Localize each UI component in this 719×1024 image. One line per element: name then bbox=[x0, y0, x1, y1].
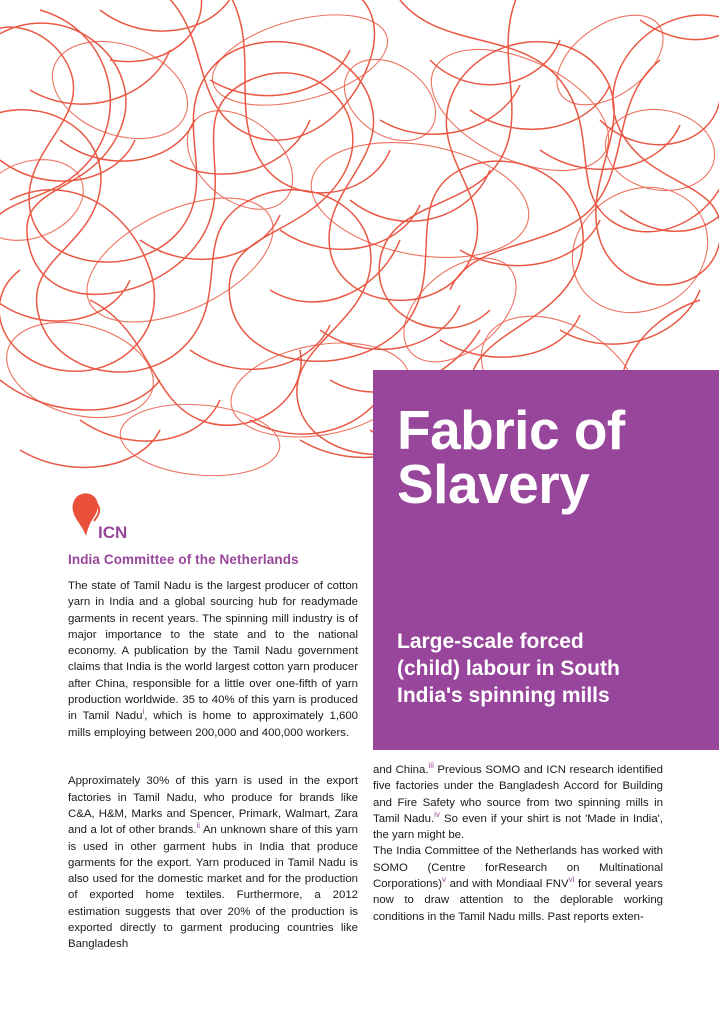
footnote-marker-iii: iii bbox=[428, 761, 434, 771]
para1-text-a: The state of Tamil Nadu is the largest producer of cotton yarn in India and a global sourcing hub for readymade garments in recent years. The spinning mill industry is of major importance to the state and to the national economy. A publication by the Tamil Nadu government claims that India is the world largest cotton yarn producer after China, responsible for a little over one-fifth of yarn production worldwide. 35 to 40% of this yarn is produced in Tamil Nadu bbox=[68, 580, 358, 723]
title-line-2: Slavery bbox=[397, 452, 590, 515]
para4-text-c: for several years now to draw attention to the deplorable working conditions in the Tamil Nadu mills. Past reports exten- bbox=[373, 878, 663, 923]
publisher-block bbox=[68, 492, 358, 567]
footnote-marker-i: i bbox=[142, 707, 145, 717]
para3-text-a: and China. bbox=[373, 764, 429, 776]
title-line-1: Fabric of bbox=[397, 399, 625, 461]
body-left-bottom bbox=[68, 762, 358, 964]
para2-text-b: An unknown share of this yarn is used in other garment hubs in India that produce garments for the export. Yarn produced in Tamil Nadu is also used for the domestic market and for the production of exported home textiles. Furthermore, a 2012 estimation suggests that over 20% of the production is exported directly to garment producing countries like Bangladesh bbox=[68, 824, 359, 951]
svg-text:ICN: ICN bbox=[98, 523, 128, 542]
paragraph-1 bbox=[68, 578, 358, 741]
subtitle-line-1: Large-scale forced bbox=[397, 630, 584, 654]
paragraph-4 bbox=[373, 843, 663, 924]
document-subtitle bbox=[397, 629, 695, 710]
icn-logo-icon bbox=[68, 492, 138, 544]
footnote-marker-iv: iv bbox=[434, 810, 440, 820]
title-block bbox=[373, 370, 719, 750]
subtitle-line-2: (child) labour in South bbox=[397, 657, 620, 681]
para3-text-b: Previous SOMO and ICN research identified five factories under the Bangladesh Accord for Building and Fire Safety who source from two spinning mills in Tamil Nadu. bbox=[373, 764, 663, 825]
paragraph-2 bbox=[68, 773, 358, 952]
footnote-marker-v: v bbox=[442, 875, 447, 885]
body-left-top bbox=[68, 578, 358, 741]
footnote-marker-ii: ii bbox=[196, 821, 201, 831]
document-title bbox=[397, 399, 695, 515]
subtitle-line-3: India's spinning mills bbox=[397, 684, 610, 708]
publisher-name: India Committee of the Netherlands bbox=[68, 552, 299, 567]
para3-text-c: So even if your shirt is not 'Made in India', the yarn might be. bbox=[373, 812, 663, 842]
para2-text-a: Approximately 30% of this yarn is used in the export factories in Tamil Nadu, who produce for brands like C&A, H&M, Marks and Spencer, Primark, Walmart, Zara and a lot of other brands. bbox=[68, 775, 358, 837]
paragraph-3 bbox=[373, 762, 663, 843]
para4-text-a: The India Committee of the Netherlands has worked with SOMO (Centre forResearch on Multinational Corporations) bbox=[373, 845, 663, 891]
footnote-marker-vi: vi bbox=[568, 875, 575, 885]
para1-text-b: , which is home to approximately 1,600 mills employing between 200,000 and 400,000 workers. bbox=[68, 710, 358, 739]
para4-text-b: and with Mondiaal FNV bbox=[446, 878, 569, 891]
body-right bbox=[373, 762, 663, 925]
